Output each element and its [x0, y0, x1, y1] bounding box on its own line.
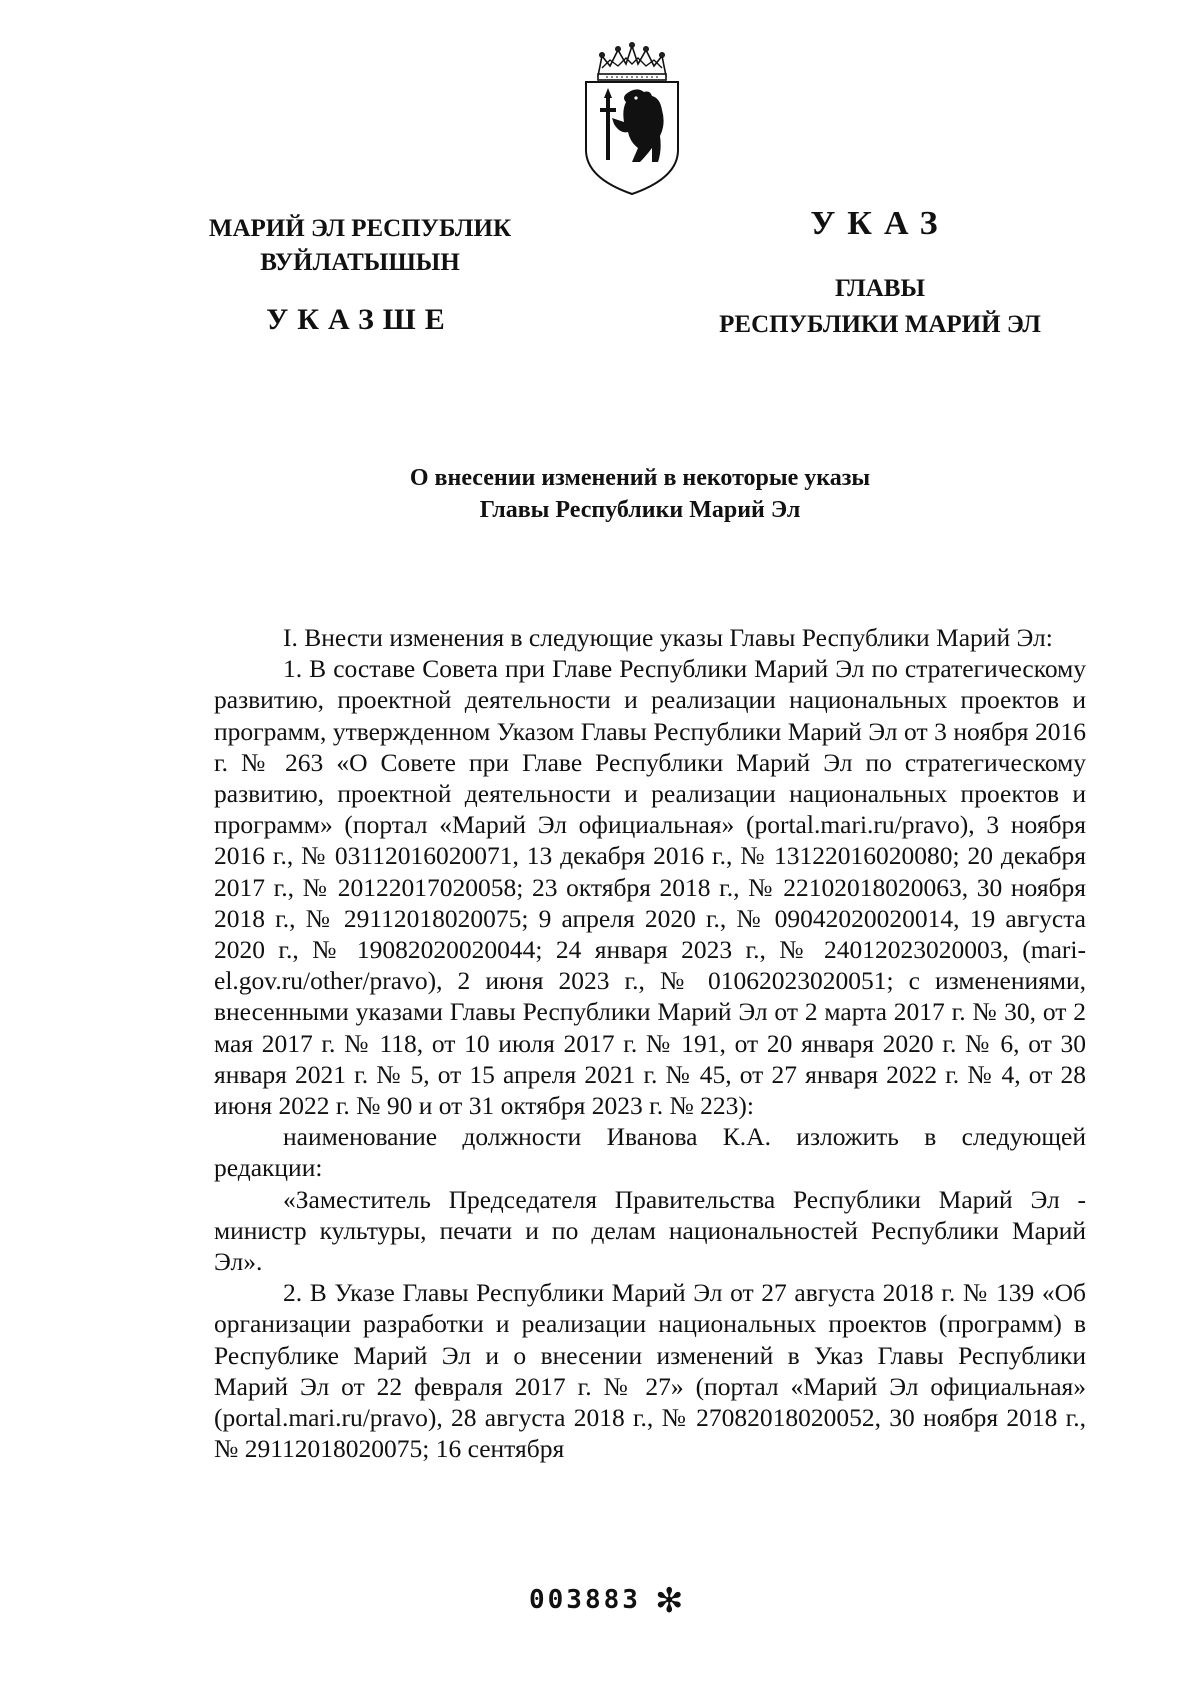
paragraph-intro: I. Внести изменения в следующие указы Главы Республики Марий Эл:: [283, 623, 1053, 652]
header-russian: [680, 202, 1080, 342]
header-mari-line2: ВУЙЛАТЫШЫН: [260, 249, 460, 276]
page-footer: [0, 1581, 1200, 1625]
header-mari-line1: МАРИЙ ЭЛ РЕСПУБЛИК: [208, 215, 512, 242]
paragraph-item-1: 1. В составе Совета при Главе Республики Марий Эл по стратегическому развитию, проектной деятельности и реализации национальных проектов и программ, утвержденном Указом Главы Республики Марий Эл от 3 ноября 2016 г. № 263 «О Совете при Главе Республики Марий Эл по стратегическому развитию, проектной деятельности и реализации национальных проектов и программ» (портал «Марий Эл официальная» (portal.mari.ru/pravo), 3 ноября 2016 г., № 03112016020071, 13 декабря 2016 г., № 13122016020080; 20 декабря 2017 г., № 20122017020058; 23 октября 2018 г., № 22102018020063, 30 ноября 2018 г., № 29112018020075; 9 апреля 2020 г., № 09042020020014, 19 августа 2020 г., № 19082020020044; 24 января 2023 г., № 24012023020003, (mari-el.gov.ru/other/pravo), 2 июня 2023 г., № 01062023020051; с изменениями, внесенными указами Главы Республики Марий Эл от 2 марта 2017 г. № 30, от 2 мая 2017 г. № 118, от 10 июля 2017 г. № 191, от 20 января 2020 г. № 6, от 30 января 2021 г. № 5, от 15 апреля 2021 г. № 45, от 27 января 2022 г. № 4, от 28 июня 2022 г. № 90 и от 31 октября 2023 г. № 223):: [214, 654, 1086, 1121]
header-mari-line3: УКАЗШЕ: [266, 303, 454, 336]
document-body: [214, 622, 1086, 1464]
paragraph-item-2: 2. В Указе Главы Республики Марий Эл от 27 августа 2018 г. № 139 «Об организации разработки и реализации национальных проектов (программ) в Республике Марий Эл и о внесении изменений в Указ Главы Республики Марий Эл от 22 февраля 2017 г. № 27» (портал «Марий Эл официальная» (portal.mari.ru/pravo), 28 августа 2018 г., № 27082018020052, 30 ноября 2018 г., № 29112018020075; 16 сентября: [214, 1278, 1086, 1464]
serial-number: 003883: [529, 1585, 641, 1615]
document-title-line1: О внесении изменений в некоторые указы: [409, 465, 871, 491]
header-russian-line3: РЕСПУБЛИКИ МАРИЙ ЭЛ: [719, 311, 1041, 338]
document-title: [200, 462, 1080, 526]
paragraph-position-change: наименование должности Иванова К.А. изложить в следующей редакции:: [214, 1122, 1086, 1183]
paragraph-new-position: «Заместитель Председателя Правительства Республики Марий Эл - министр культуры, печати и по делам национальностей Республики Марий Эл».: [214, 1184, 1086, 1277]
header-russian-line1: УКАЗ: [810, 205, 950, 242]
header-russian-line2: ГЛАВЫ: [834, 275, 926, 302]
asterisk-mark-icon: ✻: [655, 1581, 684, 1621]
document-title-line2: Главы Республики Марий Эл: [479, 497, 801, 523]
header-mari: [190, 212, 530, 338]
coat-of-arms-bear-icon: [580, 38, 684, 198]
